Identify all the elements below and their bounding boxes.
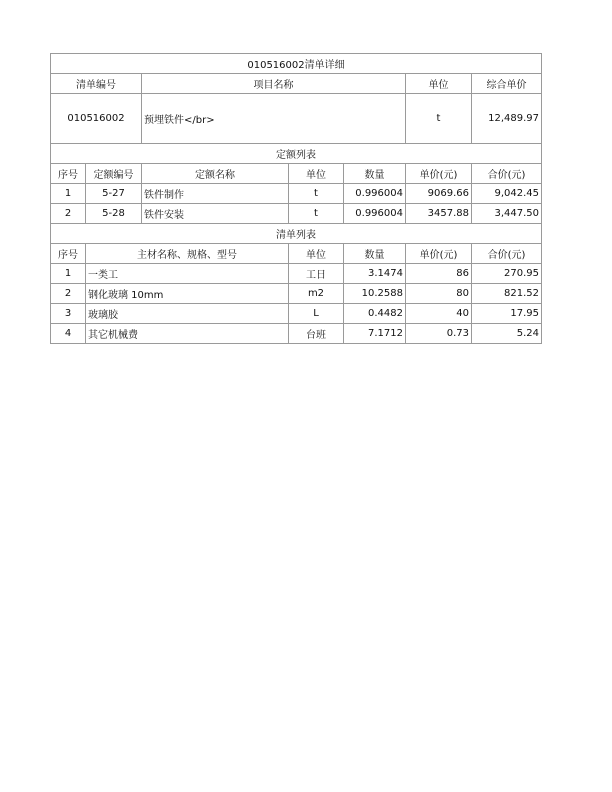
material-qty: 10.2588	[344, 284, 406, 304]
material-name: 玻璃胶	[86, 304, 289, 324]
material-name: 其它机械费	[86, 324, 289, 344]
col-header: 数量	[344, 164, 406, 184]
col-header: 单位	[289, 164, 344, 184]
material-total: 821.52	[472, 284, 542, 304]
quota-qty: 0.996004	[344, 184, 406, 204]
col-header: 主材名称、规格、型号	[86, 244, 289, 264]
material-name: 一类工	[86, 264, 289, 284]
item-header-row	[51, 74, 542, 94]
material-total: 270.95	[472, 264, 542, 284]
item-row	[51, 94, 542, 144]
code-header: 清单编号	[51, 74, 142, 94]
item-name: 预埋铁件</br>	[142, 94, 406, 144]
quota-total: 9,042.45	[472, 184, 542, 204]
col-header: 数量	[344, 244, 406, 264]
col-header: 单价(元)	[406, 244, 472, 264]
table-row	[51, 184, 542, 204]
quota-code: 5-28	[86, 204, 142, 224]
col-header: 单价(元)	[406, 164, 472, 184]
item-unit: t	[406, 94, 472, 144]
table-row	[51, 264, 542, 284]
item-price: 12,489.97	[472, 94, 542, 144]
material-name: 钢化玻璃 10mm	[86, 284, 289, 304]
quota-unit: t	[289, 184, 344, 204]
quota-columns-row	[51, 164, 542, 184]
row-no: 1	[51, 184, 86, 204]
quota-section-title: 定额列表	[51, 144, 542, 164]
materials-columns-row	[51, 244, 542, 264]
col-header: 定额编号	[86, 164, 142, 184]
item-code: 010516002	[51, 94, 142, 144]
col-header: 合价(元)	[472, 244, 542, 264]
col-header: 合价(元)	[472, 164, 542, 184]
quota-name: 铁件安装	[142, 204, 289, 224]
materials-section-title: 清单列表	[51, 224, 542, 244]
quota-code: 5-27	[86, 184, 142, 204]
material-unit: L	[289, 304, 344, 324]
price-header: 综合单价	[472, 74, 542, 94]
table-row	[51, 324, 542, 344]
title-row	[51, 54, 542, 74]
material-qty: 0.4482	[344, 304, 406, 324]
row-no: 2	[51, 204, 86, 224]
quota-qty: 0.996004	[344, 204, 406, 224]
material-price: 86	[406, 264, 472, 284]
name-header: 项目名称	[142, 74, 406, 94]
quota-price: 3457.88	[406, 204, 472, 224]
table-row	[51, 304, 542, 324]
material-total: 17.95	[472, 304, 542, 324]
table-row	[51, 204, 542, 224]
material-qty: 7.1712	[344, 324, 406, 344]
material-qty: 3.1474	[344, 264, 406, 284]
quota-name: 铁件制作	[142, 184, 289, 204]
row-no: 1	[51, 264, 86, 284]
material-price: 40	[406, 304, 472, 324]
table-row	[51, 284, 542, 304]
materials-section-row	[51, 224, 542, 244]
quota-price: 9069.66	[406, 184, 472, 204]
col-header: 单位	[289, 244, 344, 264]
sheet-title: 010516002清单详细	[51, 54, 542, 74]
material-price: 0.73	[406, 324, 472, 344]
col-header: 序号	[51, 164, 86, 184]
material-unit: 台班	[289, 324, 344, 344]
row-no: 2	[51, 284, 86, 304]
row-no: 3	[51, 304, 86, 324]
row-no: 4	[51, 324, 86, 344]
quota-unit: t	[289, 204, 344, 224]
unit-header: 单位	[406, 74, 472, 94]
material-unit: 工日	[289, 264, 344, 284]
material-price: 80	[406, 284, 472, 304]
bill-detail-table	[50, 53, 542, 344]
col-header: 定额名称	[142, 164, 289, 184]
quota-section-row	[51, 144, 542, 164]
material-total: 5.24	[472, 324, 542, 344]
quota-total: 3,447.50	[472, 204, 542, 224]
material-unit: m2	[289, 284, 344, 304]
col-header: 序号	[51, 244, 86, 264]
